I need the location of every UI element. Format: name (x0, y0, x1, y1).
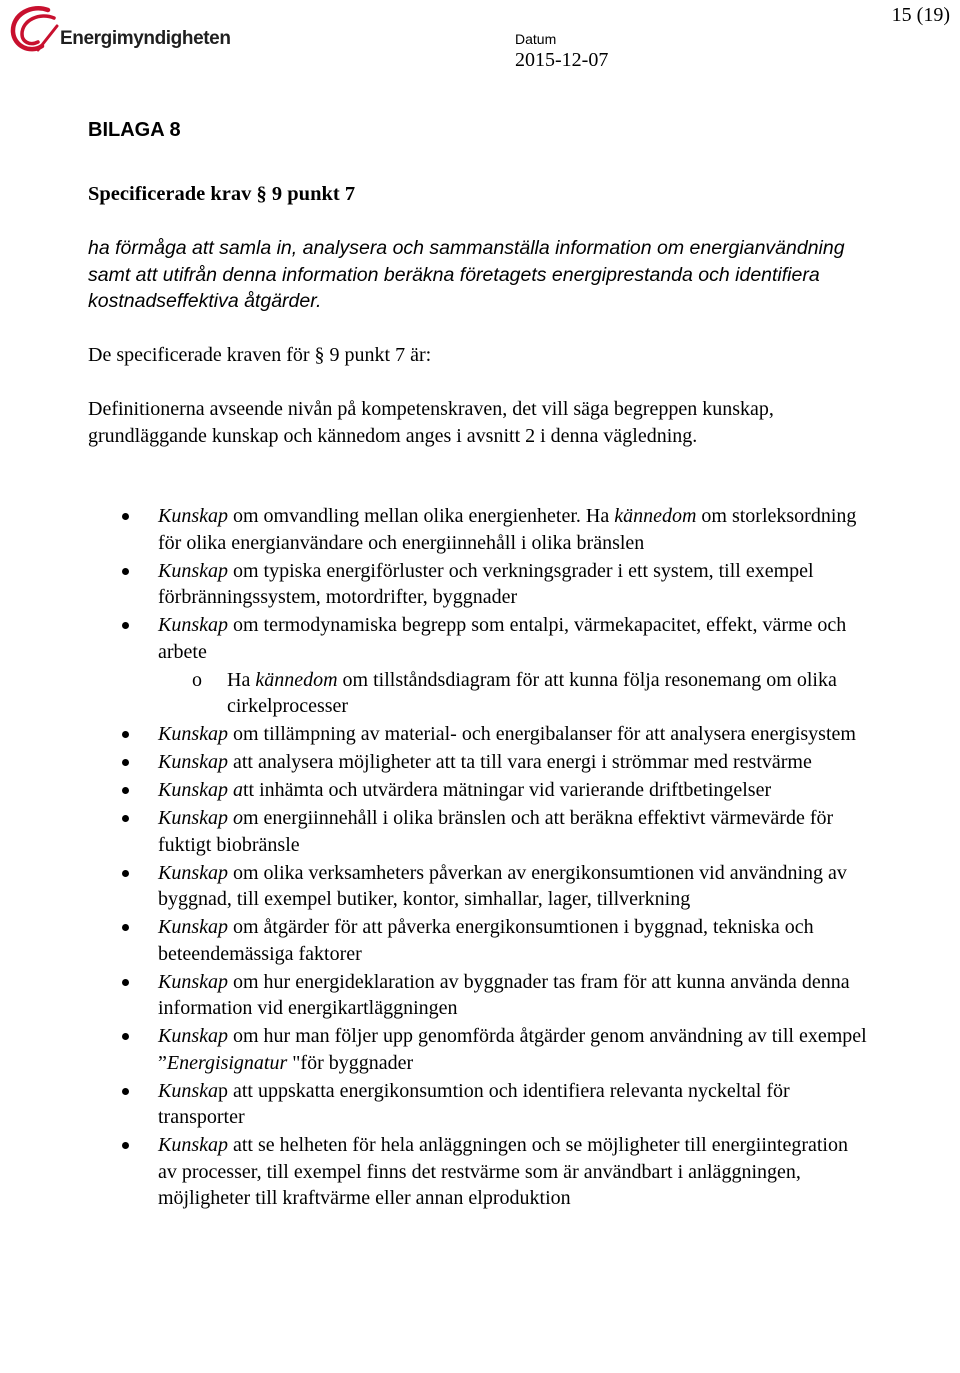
list-item (0, 721, 960, 748)
item-keyword: Kunskap (158, 861, 228, 884)
item-keyword: Kunskap o (158, 807, 243, 829)
item-text: om omvandling mellan olika energienheter. Ha (228, 505, 615, 527)
bullet-icon (122, 815, 129, 822)
item-text: att analysera möjligheter att ta till vara energi i strömmar med restvärme (228, 751, 812, 773)
item-text: Ha (227, 668, 256, 691)
bullet-icon (122, 870, 129, 877)
list-item (0, 558, 960, 611)
bullet-icon (122, 787, 129, 794)
page-number: 15 (19) (891, 4, 950, 26)
item-emphasis: Energisignatur (166, 1051, 288, 1074)
sub-list-item (0, 667, 960, 720)
list-item (0, 1023, 960, 1076)
item-text: om storleksordning för olika energianvändare och energiinnehåll i olika bränslen (158, 505, 857, 554)
item-keyword: Kunskap (158, 1134, 228, 1156)
appendix-title: BILAGA 8 (88, 119, 181, 141)
bullet-icon (122, 924, 129, 931)
item-text: om tillämpning av material- och energibalanser för att analysera energisystem (228, 723, 856, 745)
paragraph-intro: De specificerade kraven för § 9 punkt 7 är: (88, 344, 432, 366)
requirements-list (0, 503, 960, 1213)
list-item (0, 749, 960, 776)
item-keyword: Kunskap (158, 916, 228, 938)
item-keyword: Kunska (158, 1079, 218, 1102)
item-keyword: Kunskap (158, 723, 228, 745)
sub-bullet-marker: o (192, 668, 202, 691)
item-emphasis: kännedom (614, 505, 697, 527)
logo-wordmark: Energimyndigheten (60, 28, 231, 49)
list-item (0, 969, 960, 1022)
list-item (0, 612, 960, 665)
item-emphasis: kännedom (255, 668, 338, 691)
item-text: m energiinnehåll i olika bränslen och att beräkna effektivt värmevärde för fuktigt biobränsle (158, 807, 834, 856)
item-text: "för byggnader (287, 1051, 414, 1074)
item-keyword: Kunskap (158, 559, 228, 582)
item-keyword: Kunskap (158, 970, 228, 993)
paragraph-definitions: Definitionerna avseende nivån på kompetenskraven, det vill säga begreppen kunskap, grundläggande kunskap och kännedom anges i avsnitt 2 i denna vägledning. (88, 398, 774, 447)
item-text: om åtgärder för att påverka energikonsumtionen i byggnad, tekniska och beteendemässiga faktorer (158, 916, 814, 965)
bullet-icon (122, 979, 129, 986)
item-text: om hur energideklaration av byggnader tas fram för att kunna använda denna information vid energikartläggningen (158, 970, 850, 1019)
bullet-icon (122, 1142, 129, 1149)
item-text: om olika verksamheters påverkan av energikonsumtionen vid användning av byggnad, till exempel butiker, kontor, simhallar, lager, tillverkning (158, 861, 847, 910)
date-label: Datum (515, 31, 557, 47)
date-value: 2015-12-07 (515, 49, 609, 71)
bullet-icon (122, 622, 129, 629)
list-item (0, 1078, 960, 1131)
item-text: att se helheten för hela anläggningen och se möjligheter till energiintegration av processer, till exempel finns det restvärme som är användbart i anläggningen, möjligheter till kraftvärme eller annan elproduktion (158, 1134, 848, 1209)
item-text: om tillståndsdiagram för att kunna följa resonemang om olika cirkelprocesser (227, 668, 837, 717)
requirement-text: ha förmåga att samla in, analysera och sammanställa information om energianvändning samt att utifrån denna information beräkna företagets energiprestanda och identifiera kostnadseffektiva åtgärder. (88, 237, 845, 312)
item-keyword: Kunskap a (158, 779, 243, 801)
logo-swirl-icon (8, 6, 60, 56)
bullet-icon (122, 513, 129, 520)
item-text: p att uppskatta energikonsumtion och identifiera relevanta nyckeltal för transporter (158, 1079, 790, 1128)
item-keyword: Kunskap (158, 505, 228, 527)
bullet-icon (122, 1033, 129, 1040)
item-keyword: Kunskap (158, 1025, 228, 1047)
list-item (0, 914, 960, 967)
energimyndigheten-logo (8, 6, 248, 56)
list-item (0, 805, 960, 858)
item-keyword: Kunskap (158, 751, 228, 773)
list-item (0, 503, 960, 556)
item-text: tt inhämta och utvärdera mätningar vid varierande driftbetingelser (243, 779, 772, 801)
bullet-icon (122, 1088, 129, 1095)
list-item (0, 860, 960, 913)
bullet-icon (122, 731, 129, 738)
item-text: om termodynamiska begrepp som entalpi, värmekapacitet, effekt, värme och arbete (158, 614, 847, 663)
bullet-icon (122, 759, 129, 766)
item-text: om hur man följer upp genomförda åtgärder genom användning av till exempel ” (158, 1025, 867, 1074)
list-item (0, 777, 960, 804)
item-text: om typiska energiförluster och verkningsgrader i ett system, till exempel förbränningssystem, motordrifter, byggnader (158, 559, 814, 608)
bullet-icon (122, 568, 129, 575)
section-heading: Specificerade krav § 9 punkt 7 (88, 183, 356, 205)
list-item (0, 1132, 960, 1212)
item-keyword: Kunskap (158, 614, 228, 636)
